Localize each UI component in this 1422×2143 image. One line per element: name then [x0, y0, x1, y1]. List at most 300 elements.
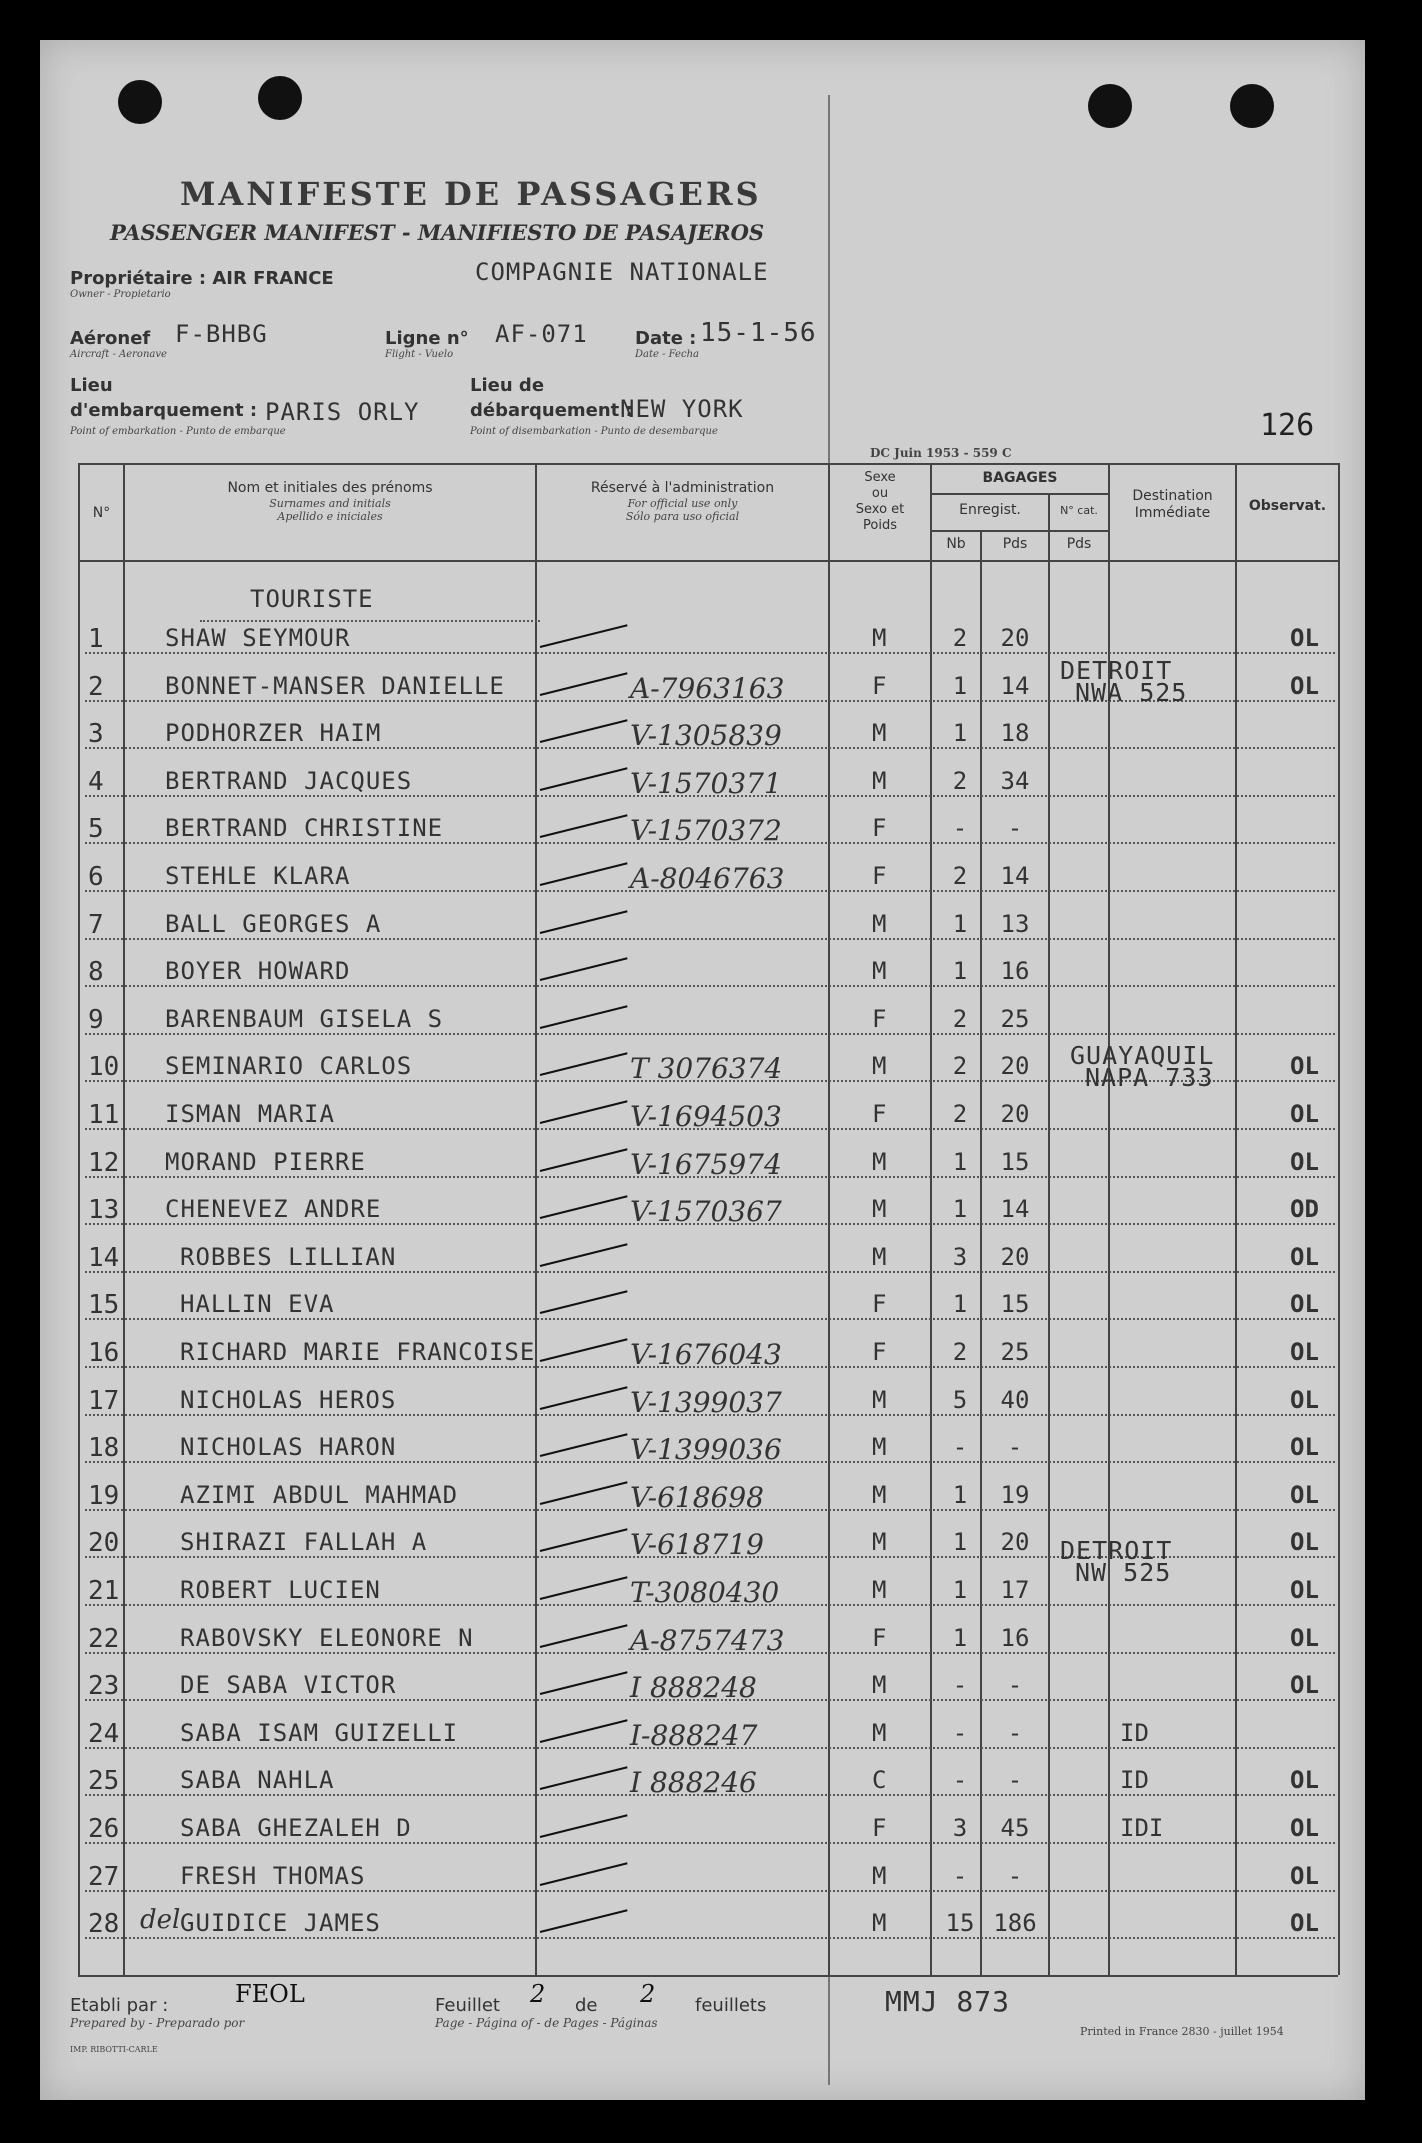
passenger-sex: F: [872, 671, 887, 700]
col-header-observ: Observat.: [1248, 498, 1327, 514]
passenger-number: 12: [88, 1147, 120, 1178]
admin-reference: V-618698: [630, 1480, 764, 1514]
col-header-admin: [537, 480, 828, 523]
col-header-sex-3: Sexo et: [855, 502, 905, 517]
passenger-sex: M: [872, 1385, 887, 1414]
baggage-weight: 14: [1000, 1195, 1030, 1224]
passenger-sex: F: [872, 1004, 887, 1033]
observation-code: OL: [1290, 1814, 1319, 1842]
baggage-weight: -: [1007, 1671, 1023, 1700]
handwritten-tick: [540, 1291, 628, 1315]
baggage-weight: 18: [1000, 719, 1030, 748]
baggage-weight: -: [1007, 1766, 1023, 1795]
row-dotted-line: [85, 1842, 1335, 1844]
handwritten-tick: [540, 957, 628, 981]
baggage-count: 1: [952, 719, 968, 748]
col-header-enregist: Enregist.: [959, 502, 1021, 518]
admin-reference: V-1305839: [630, 719, 782, 753]
baggage-count: 1: [952, 1147, 968, 1176]
passenger-sex: M: [872, 1242, 887, 1271]
table-header-border: [78, 560, 1338, 562]
admin-reference: T-3080430: [630, 1576, 780, 1609]
handwritten-tick: [540, 1862, 628, 1886]
row-dotted-line: [85, 1318, 1335, 1320]
baggage-count: 5: [952, 1385, 968, 1414]
handwritten-tick: [540, 910, 628, 934]
handwritten-tick: [540, 815, 628, 839]
admin-reference: I 888248: [630, 1671, 757, 1705]
sheet-number: 2: [530, 1980, 546, 2008]
baggage-count: -: [952, 1766, 968, 1795]
passenger-name: RABOVSKY ELEONORE N: [180, 1623, 474, 1652]
flight-sublabel: Flight - Vuelo: [385, 349, 454, 360]
passenger-number: 26: [88, 1814, 120, 1844]
baggage-count: 2: [952, 1100, 968, 1128]
admin-reference: I-888247: [630, 1718, 758, 1752]
observation-code: OL: [1290, 1338, 1319, 1366]
punch-hole: [1088, 84, 1132, 128]
baggage-weight: 20: [1000, 1100, 1030, 1128]
baggage-count: 2: [952, 1338, 968, 1366]
observation-code: OL: [1290, 1576, 1319, 1604]
col-border: [1048, 493, 1050, 1975]
passenger-name: BARENBAUM GISELA S: [165, 1004, 444, 1033]
handwritten-tick: [540, 1005, 628, 1029]
baggage-weight: -: [1007, 1718, 1023, 1747]
destination-stamp-2-line1: GUAYAQUIL: [1070, 1041, 1215, 1070]
passenger-name: BERTRAND CHRISTINE: [165, 814, 444, 843]
admin-reference: V-1399037: [630, 1385, 782, 1419]
col-header-sex-1: Sexe: [864, 470, 896, 485]
destination-stamp-2: [1070, 1041, 1215, 1092]
passenger-sex: M: [872, 1861, 887, 1890]
handwritten-annotation: del: [140, 1905, 181, 1936]
baggage-count: 2: [952, 1004, 968, 1033]
row-dotted-line: [85, 1937, 1335, 1939]
passenger-sex: M: [872, 1528, 887, 1557]
handwritten-tick: [540, 1386, 628, 1410]
class-underline: [200, 620, 540, 622]
col-header-sex: [830, 470, 930, 534]
admin-reference: T 3076374: [630, 1052, 783, 1086]
baggage-weight: 45: [1000, 1814, 1030, 1842]
passenger-name: FRESH THOMAS: [180, 1861, 366, 1890]
passenger-number: 16: [88, 1338, 120, 1368]
baggage-count: 1: [952, 1528, 968, 1557]
baggage-count: 1: [952, 1623, 968, 1652]
handwritten-tick: [540, 1576, 628, 1600]
passenger-number: 15: [88, 1290, 120, 1321]
passenger-number: 17: [88, 1385, 120, 1416]
passenger-sex: F: [872, 862, 887, 890]
handwritten-tick: [540, 767, 628, 791]
passenger-sex: M: [872, 1576, 887, 1604]
passenger-sex: F: [872, 1290, 887, 1319]
baggage-weight: -: [1007, 1861, 1023, 1890]
baggage-weight: -: [1007, 814, 1023, 843]
passenger-number: 7: [88, 909, 104, 940]
baggage-weight: 13: [1000, 909, 1030, 938]
form-subtitle: PASSENGER MANIFEST - MANIFIESTO DE PASAJEROS: [110, 220, 765, 245]
disembark-label-1: Lieu de: [470, 375, 545, 396]
handwritten-tick: [540, 1719, 628, 1743]
destination-stamp-1: [1060, 656, 1188, 707]
admin-reference: A-8046763: [630, 862, 785, 895]
handwritten-tick: [540, 1433, 628, 1457]
passenger-name: ROBERT LUCIEN: [180, 1576, 381, 1604]
handwritten-tick: [540, 1195, 628, 1219]
baggage-weight: 19: [1000, 1480, 1030, 1509]
passenger-number: 22: [88, 1623, 120, 1654]
admin-reference: A-8757473: [630, 1623, 785, 1657]
observation-code: OL: [1290, 1242, 1319, 1271]
observation-code: OL: [1290, 1766, 1319, 1795]
baggage-weight: 25: [1000, 1004, 1030, 1033]
aircraft-sublabel: Aircraft - Aeronave: [70, 349, 167, 360]
passenger-name: ISMAN MARIA: [165, 1100, 335, 1128]
handwritten-tick: [540, 1909, 628, 1933]
punch-hole: [118, 80, 162, 124]
admin-reference: V-1570372: [630, 814, 782, 848]
col-header-name-text: Nom et initiales des prénoms: [227, 480, 433, 496]
punch-hole: [258, 76, 302, 120]
passenger-number: 20: [88, 1528, 120, 1559]
disembark-value: NEW YORK: [620, 395, 744, 423]
handwritten-tick: [540, 1148, 628, 1172]
date-label: Date :: [635, 328, 697, 349]
passenger-sex: M: [872, 719, 887, 748]
col-header-admin-es: Sólo para uso oficial: [625, 510, 740, 523]
passenger-number: 27: [88, 1861, 120, 1892]
passenger-sex: M: [872, 1433, 887, 1462]
passenger-sex: C: [872, 1766, 887, 1795]
baggage-count: 1: [952, 957, 968, 986]
baggage-weight: 34: [1000, 766, 1030, 795]
passenger-number: 1: [88, 624, 104, 654]
observation-code: OL: [1290, 1909, 1319, 1938]
col-header-name-es: Apellido e iniciales: [277, 510, 383, 523]
row-dotted-line: [85, 652, 1335, 654]
immediate-destination: IDI: [1120, 1814, 1164, 1842]
passenger-name: SHIRAZI FALLAH A: [180, 1528, 428, 1557]
baggage-count: 2: [952, 1052, 968, 1081]
immediate-destination: ID: [1120, 1718, 1149, 1747]
passenger-sex: F: [872, 1623, 887, 1652]
row-dotted-line: [85, 1890, 1335, 1892]
baggage-weight: 15: [1000, 1147, 1030, 1176]
observation-code: OL: [1290, 624, 1319, 652]
handwritten-tick: [540, 1814, 628, 1838]
punch-hole: [1230, 84, 1274, 128]
passenger-sex: M: [872, 1052, 887, 1081]
baggage-weight: 14: [1000, 862, 1030, 890]
aircraft-value: F-BHBG: [175, 320, 268, 348]
prepared-by-value: FEOL: [235, 1980, 305, 2008]
passenger-number: 11: [88, 1100, 120, 1130]
immediate-destination: ID: [1120, 1766, 1149, 1795]
owner-value: COMPAGNIE NATIONALE: [475, 258, 769, 286]
passenger-name: ROBBES LILLIAN: [180, 1242, 397, 1271]
aircraft-label: Aéronef: [70, 328, 151, 349]
baggage-weight: -: [1007, 1433, 1023, 1462]
row-dotted-line: [85, 985, 1335, 987]
baggage-count: 3: [952, 1242, 968, 1271]
col-header-nb: Nb: [946, 536, 966, 552]
embark-label-1: Lieu: [70, 375, 113, 396]
passenger-name: BOYER HOWARD: [165, 957, 351, 986]
col-header-dest-2: Immédiate: [1134, 505, 1211, 521]
baggage-weight: 20: [1000, 624, 1030, 652]
observation-code: OL: [1290, 1623, 1319, 1652]
passenger-name: SHAW SEYMOUR: [165, 624, 351, 652]
printed-in: Printed in France 2830 - juillet 1954: [1080, 2025, 1284, 2038]
baggage-count: 3: [952, 1814, 968, 1842]
passenger-number: 28: [88, 1909, 120, 1940]
passenger-name: BALL GEORGES A: [165, 909, 382, 938]
observation-code: OL: [1290, 1528, 1319, 1557]
passenger-number: 9: [88, 1004, 104, 1035]
col-header-admin-en: For official use only: [627, 497, 738, 510]
observation-code: OL: [1290, 1385, 1319, 1414]
passenger-sex: M: [872, 1671, 887, 1700]
passenger-sex: M: [872, 1480, 887, 1509]
col-header-pds-2: Pds: [1066, 536, 1092, 552]
passenger-name: BERTRAND JACQUES: [165, 766, 413, 795]
prepared-by-label: Etabli par :: [70, 1995, 169, 2016]
handwritten-tick: [540, 1671, 628, 1695]
table-bottom-border: [78, 1975, 1338, 1977]
baggage-count: 1: [952, 1480, 968, 1509]
sheet-total: 2: [640, 1980, 656, 2008]
handwritten-tick: [540, 624, 628, 648]
handwritten-tick: [540, 719, 628, 743]
baggage-weight: 15: [1000, 1290, 1030, 1319]
passenger-name: PODHORZER HAIM: [165, 719, 382, 748]
col-header-bagages: BAGAGES: [982, 470, 1058, 486]
col-header-sex-4: Poids: [863, 518, 897, 533]
baggage-count: 1: [952, 1195, 968, 1224]
destination-stamp-1-line2: NWA 525: [1075, 678, 1188, 707]
baggage-weight: 20: [1000, 1052, 1030, 1081]
observation-code: OL: [1290, 1480, 1319, 1509]
observation-code: OL: [1290, 1052, 1319, 1081]
handwritten-tick: [540, 1100, 628, 1124]
col-header-name: [125, 480, 535, 523]
disembark-sublabel: Point of disembarkation - Punto de desembarque: [470, 426, 718, 437]
passenger-sex: M: [872, 957, 887, 986]
destination-stamp-3: [1060, 1536, 1173, 1587]
flight-label: Ligne n°: [385, 328, 469, 349]
passenger-name: RICHARD MARIE FRANCOISE: [180, 1338, 536, 1366]
passenger-name: BONNET-MANSER DANIELLE: [165, 671, 505, 700]
prepared-by-sublabel: Prepared by - Preparado por: [70, 2016, 245, 2030]
passenger-number: 19: [88, 1480, 120, 1511]
passenger-name: MORAND PIERRE: [165, 1147, 366, 1176]
passenger-sex: M: [872, 766, 887, 795]
passenger-name: SEMINARIO CARLOS: [165, 1052, 413, 1081]
destination-stamp-2-line2: NAPA 733: [1085, 1063, 1214, 1092]
form-title: MANIFESTE DE PASSAGERS: [180, 175, 762, 213]
passenger-name: AZIMI ABDUL MAHMAD: [180, 1480, 459, 1509]
passenger-number: 24: [88, 1718, 120, 1749]
passenger-number: 13: [88, 1195, 120, 1226]
printer-imprint: IMP. RIBOTTI-CARLE: [70, 2045, 158, 2054]
passenger-name: SABA NAHLA: [180, 1766, 335, 1795]
passenger-number: 25: [88, 1766, 120, 1797]
baggage-weight: 20: [1000, 1528, 1030, 1557]
baggage-weight: 14: [1000, 671, 1030, 700]
passenger-sex: F: [872, 814, 887, 843]
sheets-label: feuillets: [695, 1995, 767, 2016]
baggage-count: -: [952, 1671, 968, 1700]
admin-reference: V-1570371: [630, 766, 782, 800]
destination-stamp-3-line2: NW 525: [1075, 1558, 1172, 1587]
passenger-name: STEHLE KLARA: [165, 862, 351, 890]
admin-reference: V-1570367: [630, 1195, 782, 1229]
embark-label-2: d'embarquement :: [70, 400, 258, 421]
disembark-label-2: débarquement :: [470, 400, 633, 421]
baggage-count: 15: [945, 1909, 975, 1938]
owner-sublabel: Owner - Propietario: [70, 289, 171, 300]
passenger-name: CHENEVEZ ANDRE: [165, 1195, 382, 1224]
observation-code: OL: [1290, 1671, 1319, 1700]
observation-code: OL: [1290, 671, 1319, 700]
baggage-count: -: [952, 814, 968, 843]
col-header-sex-2: ou: [871, 486, 889, 501]
observation-code: OL: [1290, 1290, 1319, 1319]
destination-stamp-3-line1: DETROIT: [1060, 1536, 1173, 1565]
handwritten-tick: [540, 862, 628, 886]
sheet-label: Feuillet: [435, 1995, 500, 2016]
handwritten-tick: [540, 1481, 628, 1505]
admin-reference: V-618719: [630, 1528, 764, 1562]
observation-code: OL: [1290, 1147, 1319, 1176]
bagages-subheader-line: [930, 493, 1108, 495]
admin-reference: V-1694503: [630, 1100, 782, 1133]
observation-code: OL: [1290, 1100, 1319, 1128]
baggage-count: -: [952, 1433, 968, 1462]
col-border: [78, 463, 80, 1975]
owner-label: Propriétaire : AIR FRANCE: [70, 268, 334, 289]
baggage-weight: 186: [993, 1909, 1037, 1938]
baggage-weight: 17: [1000, 1576, 1030, 1604]
baggage-weight: 40: [1000, 1385, 1030, 1414]
baggage-count: 2: [952, 766, 968, 795]
observation-code: OD: [1290, 1195, 1319, 1224]
baggage-count: 1: [952, 671, 968, 700]
baggage-weight: 20: [1000, 1242, 1030, 1271]
passenger-number: 23: [88, 1671, 120, 1702]
flight-value: AF-071: [495, 320, 588, 348]
passenger-name: NICHOLAS HARON: [180, 1433, 397, 1462]
admin-reference: V-1399036: [630, 1433, 782, 1467]
passenger-name: DE SABA VICTOR: [180, 1671, 397, 1700]
passenger-sex: M: [872, 1909, 887, 1938]
baggage-count: 1: [952, 1290, 968, 1319]
row-dotted-line: [85, 938, 1335, 940]
table-top-border: [78, 463, 1338, 465]
baggage-count: -: [952, 1861, 968, 1890]
sheet-of-label: de: [575, 1995, 598, 2016]
passenger-number: 21: [88, 1576, 120, 1606]
passenger-sex: F: [872, 1814, 887, 1842]
admin-reference: I 888246: [630, 1766, 757, 1800]
observation-code: OL: [1290, 1861, 1319, 1890]
handwritten-tick: [540, 1767, 628, 1791]
baggage-count: -: [952, 1718, 968, 1747]
passenger-number: 14: [88, 1242, 120, 1273]
admin-reference: A-7963163: [630, 671, 785, 705]
class-label: TOURISTE: [250, 585, 374, 613]
passenger-number: 2: [88, 671, 104, 702]
baggage-count: 2: [952, 862, 968, 890]
handwritten-tick: [540, 1338, 628, 1362]
handwritten-tick: [540, 1529, 628, 1553]
bagages-subheader-line: [930, 530, 1108, 532]
col-border: [1338, 463, 1340, 1975]
handwritten-tick: [540, 1053, 628, 1077]
passenger-name: HALLIN EVA: [180, 1290, 335, 1319]
destination-stamp-1-line1: DETROIT: [1060, 656, 1173, 685]
baggage-weight: 25: [1000, 1338, 1030, 1366]
embark-sublabel: Point of embarkation - Punto de embarque: [70, 426, 286, 437]
passenger-number: 18: [88, 1433, 120, 1464]
sheet-sublabel: Page - Página of - de Pages - Páginas: [435, 2016, 658, 2030]
passenger-number: 3: [88, 719, 104, 750]
passenger-name: NICHOLAS HEROS: [180, 1385, 397, 1414]
col-header-dest-1: Destination: [1132, 488, 1213, 504]
manifest-sheet: [40, 40, 1365, 2100]
passenger-number: 6: [88, 862, 104, 892]
passenger-number: 5: [88, 814, 104, 845]
col-header-admin-text: Réservé à l'administration: [590, 480, 775, 496]
baggage-count: 1: [952, 909, 968, 938]
passenger-sex: M: [872, 1718, 887, 1747]
handwritten-tick: [540, 1243, 628, 1267]
passenger-sex: M: [872, 624, 887, 652]
handwritten-tick: [540, 1624, 628, 1648]
passenger-sex: M: [872, 909, 887, 938]
embark-value: PARIS ORLY: [265, 398, 420, 426]
passenger-sex: F: [872, 1338, 887, 1366]
passenger-sex: F: [872, 1100, 887, 1128]
admin-reference: V-1675974: [630, 1147, 782, 1181]
form-code: DC Juin 1953 - 559 C: [870, 446, 1012, 460]
date-sublabel: Date - Fecha: [635, 349, 699, 360]
baggage-weight: 16: [1000, 1623, 1030, 1652]
baggage-weight: 16: [1000, 957, 1030, 986]
passenger-number: 4: [88, 766, 104, 797]
baggage-count: 2: [952, 624, 968, 652]
baggage-count: 1: [952, 1576, 968, 1604]
row-dotted-line: [85, 1271, 1335, 1273]
passenger-name: SABA GHEZALEH D: [180, 1814, 412, 1842]
passenger-name: SABA ISAM GUIZELLI: [180, 1718, 459, 1747]
passenger-number: 10: [88, 1052, 120, 1083]
admin-reference: V-1676043: [630, 1338, 782, 1371]
page-stamp-number: 126: [1260, 408, 1315, 443]
passenger-sex: M: [872, 1195, 887, 1224]
handwritten-tick: [540, 672, 628, 696]
col-header-pds: Pds: [1002, 536, 1028, 552]
date-value: 15-1-56: [700, 318, 817, 348]
col-header-no-cat: N° cat.: [1060, 504, 1098, 517]
observation-code: OL: [1290, 1433, 1319, 1462]
reference-stamp: MMJ 873: [885, 1985, 1011, 2018]
col-header-name-en: Surnames and initials: [269, 497, 391, 510]
passenger-sex: M: [872, 1147, 887, 1176]
col-header-no: N°: [92, 505, 111, 521]
